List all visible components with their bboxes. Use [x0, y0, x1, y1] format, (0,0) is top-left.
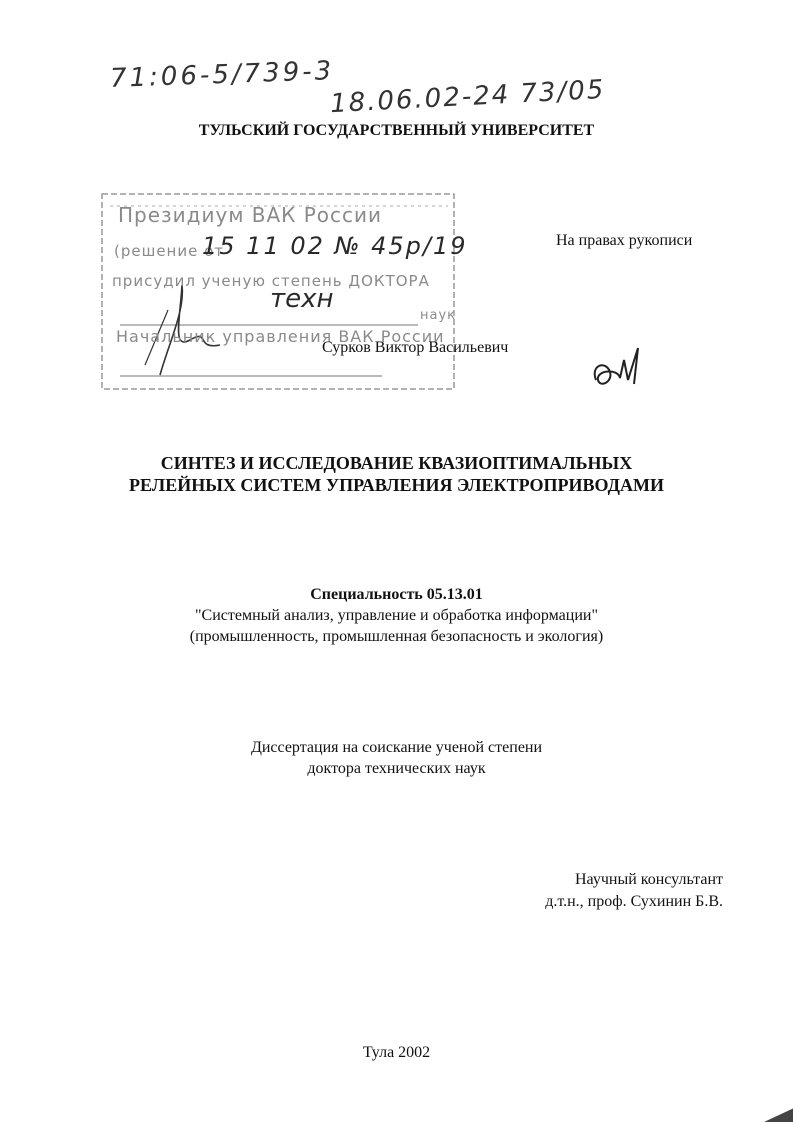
specialty-block: [0, 584, 793, 647]
degree-line-1: Диссертация на соискание ученой степени: [250, 739, 543, 756]
stamp-handwritten-field: техн: [270, 284, 334, 314]
university-name: ТУЛЬСКИЙ ГОСУДАРСТВЕННЫЙ УНИВЕРСИТЕТ: [198, 122, 595, 139]
consultant-block: [545, 869, 723, 913]
stamp-line-degree: присудил ученую степень ДОКТОРА: [112, 272, 430, 290]
dissertation-degree: [0, 737, 793, 779]
stamp-handwritten-date: 15 11 02 № 45р/19: [202, 232, 468, 260]
handwritten-catalog-number: 71:06-5/739-3: [109, 56, 335, 94]
stamp-line-decision: (решение от: [114, 242, 225, 260]
title-line-2: РЕЛЕЙНЫХ СИСТЕМ УПРАВЛЕНИЯ ЭЛЕКТРОПРИВОДАМИ: [129, 475, 664, 495]
degree-line-2: доктора технических наук: [307, 760, 486, 777]
consultant-name: д.т.н., проф. Сухинин Б.В.: [545, 893, 723, 910]
handwritten-specialty-number: 18.06.02-24 73/05: [329, 74, 607, 120]
rights-note: На правах рукописи: [556, 232, 693, 249]
title-line-1: СИНТЕЗ И ИССЛЕДОВАНИЕ КВАЗИОПТИМАЛЬНЫХ: [160, 453, 633, 473]
page-corner-mark: [764, 1108, 793, 1122]
specialty-code: Специальность 05.13.01: [310, 586, 483, 603]
dissertation-title: [0, 452, 793, 496]
stamp-line-head: Начальник управления ВАК России: [116, 327, 445, 346]
stamp-line-presidium: Президиум ВАК России: [118, 203, 383, 227]
author-signature: [588, 340, 668, 400]
specialty-name: "Системный анализ, управление и обработка информации": [195, 607, 598, 624]
consultant-role: Научный консультант: [575, 871, 723, 888]
specialty-scope: (промышленность, промышленная безопасность и экология): [189, 628, 604, 645]
author-name: Сурков Виктор Васильевич: [322, 339, 509, 356]
stamp-line-sciences: наук: [420, 308, 457, 323]
city-year: Тула 2002: [362, 1044, 431, 1061]
